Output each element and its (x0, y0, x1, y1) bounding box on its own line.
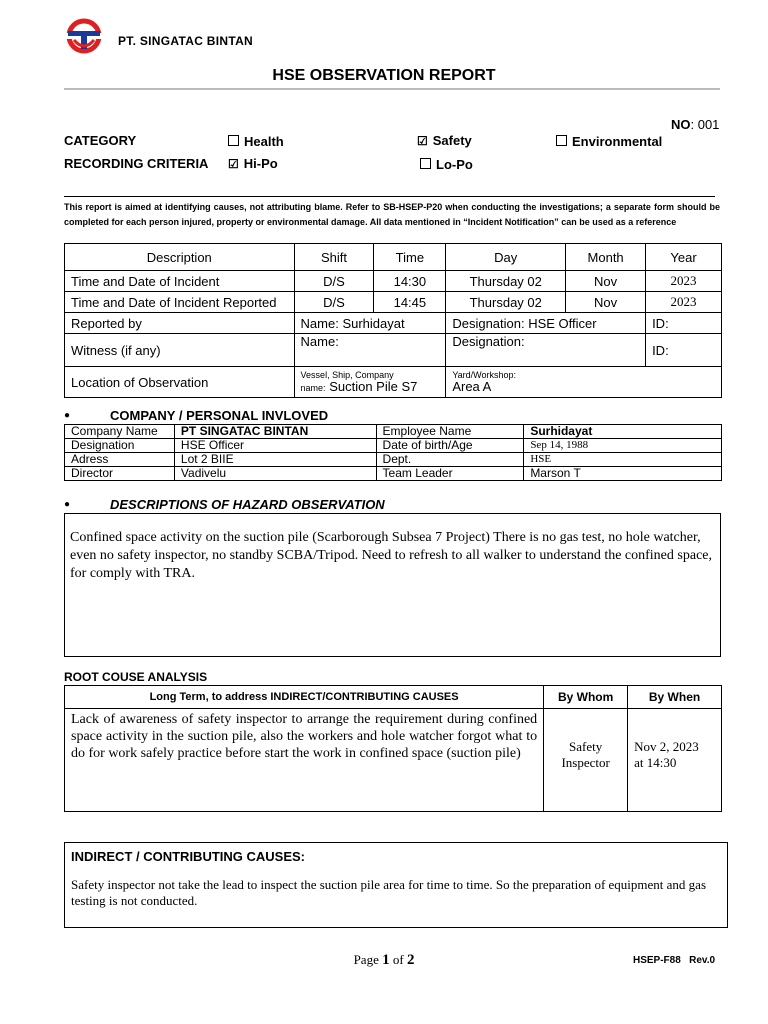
category-health-option[interactable]: Health (228, 134, 284, 149)
cell: Director (65, 467, 175, 481)
cell: Adress (65, 453, 175, 467)
cell: Vadivelu (174, 467, 376, 481)
criteria-hipo-option[interactable]: ☑ Hi-Po (228, 156, 278, 171)
shift-value: D/S (294, 271, 374, 292)
header-month: Month (566, 244, 646, 271)
header-shift: Shift (294, 244, 374, 271)
root-cause-title: ROOT COUSE ANALYSIS (64, 670, 208, 684)
report-title: HSE OBSERVATION REPORT (272, 67, 496, 84)
location-label: Location of Observation (65, 367, 295, 398)
header-by-whom: By Whom (544, 686, 628, 709)
checkbox-checked-icon[interactable]: ☑ (417, 134, 428, 148)
header-description: Description (65, 244, 295, 271)
witness-name: Name: (294, 334, 446, 367)
reported-by-row (65, 313, 722, 334)
table-row (65, 271, 722, 292)
header-day: Day (446, 244, 566, 271)
checkbox-unchecked-icon[interactable] (228, 135, 239, 146)
table-header-row (65, 244, 722, 271)
company-section-title: COMPANY / PERSONAL INVLOVED (110, 408, 329, 423)
disclaimer-text: This report is aimed at identifying causes, not attributing blame. Refer to SB-HSEP-P20 when conducting the investigations; a separate form should be completed for each person injured, property or environmental damage. All data mentioned in “Incident Notification” can be used as a reference (64, 202, 720, 227)
month-value: Nov (566, 292, 646, 313)
by-when-value: Nov 2, 2023 at 14:30 (628, 709, 722, 812)
vessel-name-label: name: (300, 383, 326, 393)
cell: Sep 14, 1988 (524, 439, 722, 453)
recording-criteria-label: RECORDING CRITERIA (64, 156, 209, 171)
company-logo (64, 18, 104, 54)
witness-row (65, 334, 722, 367)
document-code: HSEP-F88 Rev.0 (633, 955, 716, 966)
category-label: CATEGORY (64, 133, 137, 148)
month-value: Nov (566, 271, 646, 292)
cell: Marson T (524, 467, 722, 481)
company-name: PT. SINGATAC BINTAN (118, 34, 254, 48)
row-label: Time and Date of Incident Reported (65, 292, 295, 313)
category-safety-option[interactable]: ☑ Safety (417, 133, 472, 148)
table-row (65, 453, 722, 467)
root-cause-text: Lack of awareness of safety inspector to arrange the requirement during confined space activity in the suction pile, also the workers and hole watcher forgot what to do for work safely practice before start the work in confined space (suction pile) (65, 709, 544, 812)
vessel-cell (294, 367, 446, 398)
witness-designation: Designation: (446, 334, 646, 367)
criteria-lopo-option[interactable]: Lo-Po (420, 157, 473, 172)
bullet-icon: ● (64, 410, 71, 421)
table-row (65, 425, 722, 439)
witness-id: ID: (646, 334, 722, 367)
header-year: Year (646, 244, 722, 271)
cell: Designation (65, 439, 175, 453)
header-time: Time (374, 244, 446, 271)
cell: Company Name (65, 425, 175, 439)
cell: Surhidayat (524, 425, 722, 439)
report-number: NO: 001 (671, 117, 720, 132)
table-row (65, 467, 722, 481)
cell: Team Leader (376, 467, 524, 481)
yard-value: Area A (452, 379, 492, 394)
vessel-label: Vessel, Ship, Company (300, 370, 394, 380)
header-long-term: Long Term, to address INDIRECT/CONTRIBUTING CAUSES (65, 686, 544, 709)
cell: Date of birth/Age (376, 439, 524, 453)
indirect-causes-text: Safety inspector not take the lead to inspect the suction pile area for time to time. So the preparation of equipment and gas testing is not conducted. (71, 877, 707, 908)
table-row (65, 709, 722, 812)
reported-by-name: Name: Surhidayat (294, 313, 446, 334)
title-divider (64, 88, 720, 90)
time-value: 14:45 (374, 292, 446, 313)
checkbox-unchecked-icon[interactable] (556, 135, 567, 146)
location-row (65, 367, 722, 398)
reported-by-id: ID: (646, 313, 722, 334)
hazard-section-title: DESCRIPTIONS OF HAZARD OBSERVATION (110, 497, 385, 512)
table-row (65, 292, 722, 313)
cell: Employee Name (376, 425, 524, 439)
year-value: 2023 (646, 292, 722, 313)
company-table (64, 424, 722, 481)
row-label: Time and Date of Incident (65, 271, 295, 292)
root-cause-table (64, 685, 722, 812)
shift-value: D/S (294, 292, 374, 313)
reported-by-designation: Designation: HSE Officer (446, 313, 646, 334)
hazard-description-text: Confined space activity on the suction pile (Scarborough Subsea 7 Project) There is no gas test, no hole watcher, even no safety inspector, no standby SCBA/Tripod. Need to refresh to all walker to understand the confined space, for comply with TRA. (70, 530, 712, 581)
table-header-row (65, 686, 722, 709)
incident-table (64, 243, 722, 398)
table-row (65, 439, 722, 453)
cell: Dept. (376, 453, 524, 467)
cell: HSE (524, 453, 722, 467)
cell: Lot 2 BIIE (174, 453, 376, 467)
checkbox-unchecked-icon[interactable] (420, 158, 431, 169)
yard-cell (446, 367, 722, 398)
cell: HSE Officer (174, 439, 376, 453)
vessel-value: Suction Pile S7 (329, 379, 418, 394)
disclaimer-divider (64, 196, 715, 197)
witness-label: Witness (if any) (65, 334, 295, 367)
bullet-icon: ● (64, 499, 71, 510)
page-indicator: Page 1 of 2 (353, 952, 415, 968)
category-environmental-option[interactable]: Environmental (556, 134, 662, 149)
header-by-when: By When (628, 686, 722, 709)
time-value: 14:30 (374, 271, 446, 292)
day-value: Thursday 02 (446, 292, 566, 313)
reported-by-label: Reported by (65, 313, 295, 334)
cell: PT SINGATAC BINTAN (174, 425, 376, 439)
year-value: 2023 (646, 271, 722, 292)
checkbox-checked-icon[interactable]: ☑ (228, 157, 239, 171)
yard-label: Yard/Workshop: (452, 370, 517, 380)
by-whom-value: Safety Inspector (544, 709, 628, 812)
day-value: Thursday 02 (446, 271, 566, 292)
indirect-causes-title: INDIRECT / CONTRIBUTING CAUSES: (71, 849, 305, 864)
